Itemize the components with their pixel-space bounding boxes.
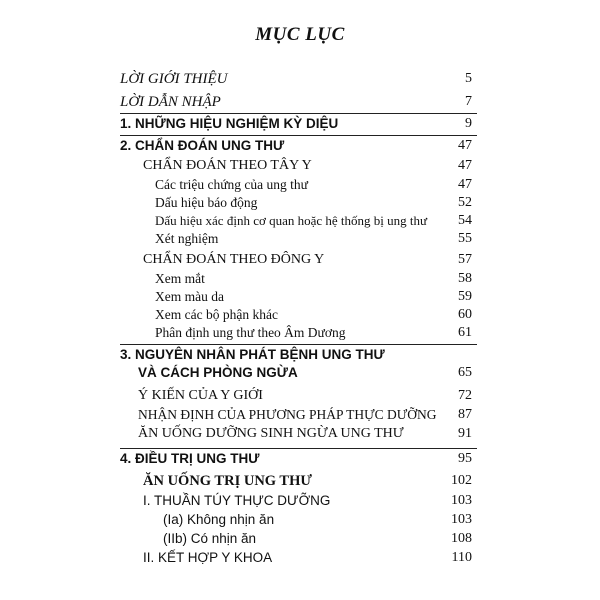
toc-entry-page: 72 bbox=[458, 388, 472, 403]
toc-chapter bbox=[0, 136, 600, 156]
toc-chapter bbox=[0, 363, 600, 383]
toc-subentry bbox=[0, 175, 600, 195]
toc-entry-page: 87 bbox=[458, 407, 472, 422]
toc-subentry bbox=[0, 548, 600, 568]
toc-section bbox=[0, 250, 600, 270]
page-title: MỤC LỤC bbox=[255, 24, 345, 45]
toc-entry-title: ĂN UỐNG TRỊ UNG THƯ bbox=[143, 473, 312, 489]
toc-entry-page: 108 bbox=[451, 531, 472, 546]
toc-entry-title: Phân định ung thư theo Âm Dương bbox=[155, 325, 346, 340]
toc-entry-page: 59 bbox=[458, 289, 472, 304]
toc-entry-page: 55 bbox=[458, 231, 472, 246]
toc-entry-page: 9 bbox=[465, 116, 472, 131]
toc-entry-page: 7 bbox=[465, 94, 472, 109]
toc-entry-title: 1. NHỮNG HIỆU NGHIỆM KỲ DIỆU bbox=[120, 116, 339, 131]
toc-entry-page: 103 bbox=[451, 512, 472, 527]
toc-entry-title: ĂN UỐNG DƯỠNG SINH NGỪA UNG THƯ bbox=[138, 426, 404, 441]
toc-entry-title: NHẬN ĐỊNH CỦA PHƯƠNG PHÁP THỰC DƯỠNG bbox=[138, 407, 437, 422]
toc-entry-title: Xem màu da bbox=[155, 289, 224, 304]
toc-entry bbox=[0, 69, 600, 89]
toc-entry-title: CHẨN ĐOÁN THEO TÂY Y bbox=[143, 158, 312, 173]
toc-entry-title: Xét nghiệm bbox=[155, 231, 219, 246]
toc-entry-title: LỜI DẪN NHẬP bbox=[120, 94, 221, 110]
toc-entry-page: 60 bbox=[458, 307, 472, 322]
toc-subentry bbox=[0, 193, 600, 213]
toc-subentry bbox=[0, 323, 600, 343]
toc-entry-page: 47 bbox=[458, 177, 472, 192]
toc-entry-page: 95 bbox=[458, 451, 472, 466]
toc-entry-page: 5 bbox=[465, 71, 472, 86]
toc-subentry bbox=[0, 211, 600, 231]
toc-entry-page: 54 bbox=[458, 213, 472, 228]
toc-entry-page: 58 bbox=[458, 271, 472, 286]
toc-section bbox=[0, 405, 600, 425]
toc-subentry bbox=[0, 229, 600, 249]
toc-subentry bbox=[0, 491, 600, 511]
toc-entry-title: (IIb) Có nhịn ăn bbox=[163, 531, 257, 546]
toc-entry-title: 3. NGUYÊN NHÂN PHÁT BỆNH UNG THƯ bbox=[120, 347, 385, 362]
toc-entry-title: Xem các bộ phận khác bbox=[155, 307, 278, 322]
toc-subentry bbox=[0, 529, 600, 549]
toc-entry-title: Xem mắt bbox=[155, 271, 205, 286]
toc-entry-title: CHẨN ĐOÁN THEO ĐÔNG Y bbox=[143, 252, 325, 267]
toc-entry-title: VÀ CÁCH PHÒNG NGỪA bbox=[138, 365, 298, 380]
toc-subentry bbox=[0, 510, 600, 530]
toc-subentry bbox=[0, 269, 600, 289]
toc-subentry bbox=[0, 305, 600, 325]
toc-entry-title: LỜI GIỚI THIỆU bbox=[120, 71, 228, 87]
toc-entry-title: Dấu hiệu xác định cơ quan hoặc hệ thống bị ung thư bbox=[155, 213, 428, 228]
toc-entry-title: (Ia) Không nhịn ăn bbox=[163, 512, 275, 527]
toc-section bbox=[0, 386, 600, 406]
toc-entry-page: 52 bbox=[458, 195, 472, 210]
toc-subentry bbox=[0, 287, 600, 307]
toc-entry-title: Các triệu chứng của ung thư bbox=[155, 177, 308, 192]
toc-chapter bbox=[0, 449, 600, 469]
toc-entry-title: 4. ĐIỀU TRỊ UNG THƯ bbox=[120, 451, 260, 466]
toc-entry-page: 47 bbox=[458, 138, 472, 153]
toc-section bbox=[0, 424, 600, 444]
toc-entry-page: 47 bbox=[458, 158, 472, 173]
toc-entry-title: Ý KIẾN CỦA Y GIỚI bbox=[138, 388, 263, 403]
toc-entry-title: II. KẾT HỢP Y KHOA bbox=[143, 550, 273, 565]
toc-entry-page: 103 bbox=[451, 493, 472, 508]
toc-entry-title: 2. CHẨN ĐOÁN UNG THƯ bbox=[120, 138, 285, 153]
toc-entry-page: 91 bbox=[458, 426, 472, 441]
toc-entry-page: 61 bbox=[458, 325, 472, 340]
toc-entry-title: I. THUẦN TÚY THỰC DƯỠNG bbox=[143, 493, 331, 508]
toc-entry-page: 65 bbox=[458, 365, 472, 380]
toc-entry-page: 102 bbox=[451, 473, 472, 488]
toc-section bbox=[0, 471, 600, 491]
toc-entry-page: 110 bbox=[451, 550, 472, 565]
toc-entry-page: 57 bbox=[458, 252, 472, 267]
toc-entry-title: Dấu hiệu báo động bbox=[155, 195, 258, 210]
toc-chapter bbox=[0, 345, 600, 365]
toc-entry bbox=[0, 92, 600, 112]
toc-section bbox=[0, 156, 600, 176]
toc-chapter bbox=[0, 114, 600, 134]
